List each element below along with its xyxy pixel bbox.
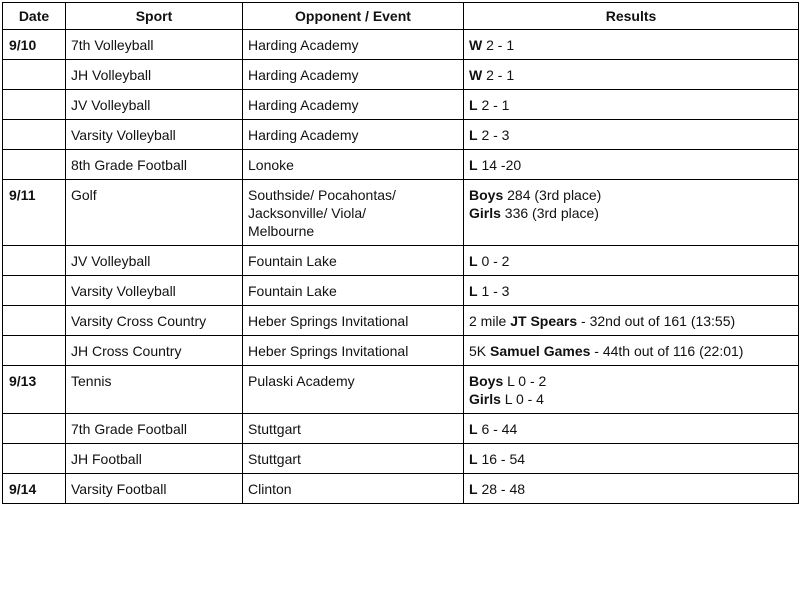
header-date: Date (3, 3, 66, 30)
result-text: 14 -20 (477, 157, 522, 173)
opponent-cell (243, 336, 464, 366)
result-line (469, 156, 793, 174)
opponent-cell (243, 120, 464, 150)
results-cell (464, 336, 799, 366)
opponent-line: Stuttgart (248, 451, 301, 467)
date-cell: 9/10 (3, 30, 66, 60)
result-line (469, 342, 793, 360)
result-text: 2 - 1 (477, 97, 510, 113)
sport-cell: Varsity Volleyball (66, 120, 243, 150)
results-cell (464, 150, 799, 180)
opponent-line: Fountain Lake (248, 253, 337, 269)
date-cell (3, 246, 66, 276)
result-line (469, 390, 793, 408)
sport-cell: JV Volleyball (66, 90, 243, 120)
results-cell (464, 474, 799, 504)
opponent-cell (243, 474, 464, 504)
result-text: 284 (3rd place) (503, 187, 602, 203)
sport-cell: JH Cross Country (66, 336, 243, 366)
result-line (469, 186, 793, 204)
opponent-cell (243, 306, 464, 336)
result-line (469, 312, 793, 330)
result-emphasis: W (469, 67, 483, 83)
result-line (469, 96, 793, 114)
table-row (3, 90, 799, 120)
date-cell (3, 120, 66, 150)
date-cell: 9/13 (3, 366, 66, 414)
table-row (3, 150, 799, 180)
result-emphasis: Samuel Games (490, 343, 591, 359)
results-cell (464, 366, 799, 414)
result-text: 2 mile (469, 313, 511, 329)
result-text: 2 - 1 (482, 37, 515, 53)
table-row (3, 246, 799, 276)
table-row (3, 474, 799, 504)
opponent-line: Harding Academy (248, 67, 359, 83)
date-cell (3, 90, 66, 120)
result-text: 1 - 3 (477, 283, 510, 299)
result-emphasis: L (469, 481, 478, 497)
results-cell (464, 30, 799, 60)
date-cell: 9/14 (3, 474, 66, 504)
results-cell (464, 90, 799, 120)
table-row (3, 30, 799, 60)
table-row (3, 120, 799, 150)
date-cell: 9/11 (3, 180, 66, 246)
opponent-line: Harding Academy (248, 97, 359, 113)
result-emphasis: Boys (469, 373, 504, 389)
result-text: - 32nd out of 161 (13:55) (577, 313, 736, 329)
result-text: 336 (3rd place) (500, 205, 599, 221)
result-text: - 44th out of 116 (22:01) (590, 343, 744, 359)
results-table (2, 2, 799, 504)
results-cell (464, 246, 799, 276)
opponent-line: Pulaski Academy (248, 373, 355, 389)
opponent-line: Jacksonville/ Viola/ (248, 205, 367, 221)
results-cell (464, 60, 799, 90)
results-cell (464, 120, 799, 150)
sport-cell: 7th Volleyball (66, 30, 243, 60)
result-emphasis: L (469, 283, 478, 299)
date-cell (3, 336, 66, 366)
table-row (3, 414, 799, 444)
result-line (469, 204, 793, 222)
result-emphasis: W (469, 37, 483, 53)
result-text: 2 - 3 (477, 127, 510, 143)
sport-cell: Varsity Cross Country (66, 306, 243, 336)
results-cell (464, 444, 799, 474)
header-results: Results (464, 3, 799, 30)
opponent-line: Harding Academy (248, 127, 359, 143)
results-cell (464, 276, 799, 306)
result-text: 0 - 2 (477, 253, 510, 269)
results-cell (464, 306, 799, 336)
opponent-line: Heber Springs Invitational (248, 313, 409, 329)
result-line (469, 450, 793, 468)
opponent-line: Melbourne (248, 223, 315, 239)
result-line (469, 420, 793, 438)
opponent-line: Stuttgart (248, 421, 301, 437)
sport-cell: JH Volleyball (66, 60, 243, 90)
table-row (3, 276, 799, 306)
result-line (469, 372, 793, 390)
date-cell (3, 60, 66, 90)
result-emphasis: Boys (469, 187, 504, 203)
result-line (469, 66, 793, 84)
result-line (469, 126, 793, 144)
header-row (3, 3, 799, 30)
opponent-line: Clinton (248, 481, 292, 497)
result-text: 2 - 1 (482, 67, 515, 83)
table-row (3, 180, 799, 246)
date-cell (3, 150, 66, 180)
header-opponent: Opponent / Event (243, 3, 464, 30)
sport-cell: JV Volleyball (66, 246, 243, 276)
sport-cell: JH Football (66, 444, 243, 474)
header-sport: Sport (66, 3, 243, 30)
opponent-cell (243, 246, 464, 276)
result-emphasis: Girls (469, 391, 501, 407)
opponent-line: Heber Springs Invitational (248, 343, 409, 359)
result-emphasis: L (469, 421, 478, 437)
results-cell (464, 180, 799, 246)
table-body (3, 30, 799, 504)
opponent-line: Fountain Lake (248, 283, 337, 299)
result-text: L 0 - 4 (500, 391, 544, 407)
result-emphasis: L (469, 127, 478, 143)
result-emphasis: L (469, 253, 478, 269)
opponent-cell (243, 444, 464, 474)
result-text: 28 - 48 (477, 481, 526, 497)
sport-cell: Varsity Volleyball (66, 276, 243, 306)
opponent-cell (243, 30, 464, 60)
table-row (3, 336, 799, 366)
opponent-line: Lonoke (248, 157, 294, 173)
date-cell (3, 276, 66, 306)
table-row (3, 60, 799, 90)
opponent-cell (243, 90, 464, 120)
opponent-cell (243, 150, 464, 180)
result-line (469, 480, 793, 498)
table-row (3, 306, 799, 336)
opponent-cell (243, 60, 464, 90)
sport-cell: Varsity Football (66, 474, 243, 504)
result-text: L 0 - 2 (503, 373, 547, 389)
table-row (3, 366, 799, 414)
opponent-cell (243, 414, 464, 444)
sport-cell: Tennis (66, 366, 243, 414)
result-line (469, 282, 793, 300)
result-emphasis: Girls (469, 205, 501, 221)
opponent-line: Harding Academy (248, 37, 359, 53)
sport-cell: 8th Grade Football (66, 150, 243, 180)
result-text: 6 - 44 (477, 421, 518, 437)
table-row (3, 444, 799, 474)
result-emphasis: L (469, 157, 478, 173)
opponent-cell (243, 276, 464, 306)
opponent-cell (243, 366, 464, 414)
result-emphasis: JT Spears (510, 313, 578, 329)
results-cell (464, 414, 799, 444)
result-text: 5K (469, 343, 491, 359)
sport-cell: Golf (66, 180, 243, 246)
date-cell (3, 444, 66, 474)
sport-cell: 7th Grade Football (66, 414, 243, 444)
date-cell (3, 306, 66, 336)
result-emphasis: L (469, 451, 478, 467)
opponent-line: Southside/ Pocahontas/ (248, 187, 396, 203)
date-cell (3, 414, 66, 444)
result-text: 16 - 54 (477, 451, 526, 467)
result-line (469, 252, 793, 270)
opponent-cell (243, 180, 464, 246)
result-line (469, 36, 793, 54)
result-emphasis: L (469, 97, 478, 113)
